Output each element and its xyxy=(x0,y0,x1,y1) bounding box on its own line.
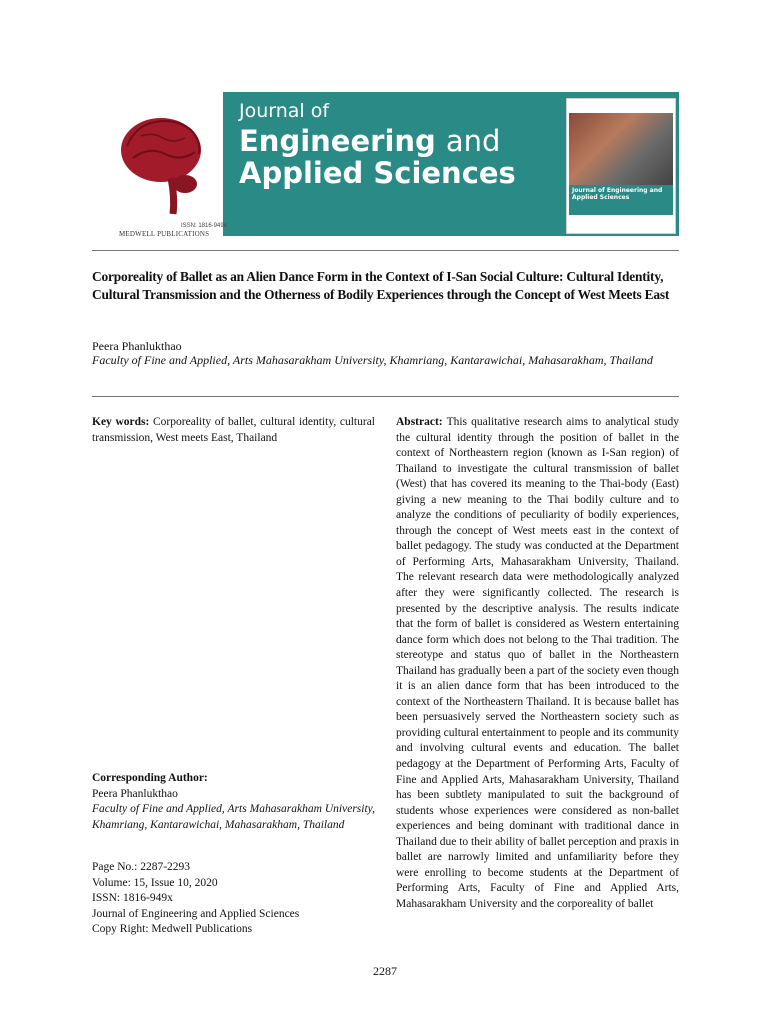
corresponding-author-affiliation: Faculty of Fine and Applied, Arts Mahasarakham University, Khamriang, Kantarawichai, Mahasarakham, Thailand xyxy=(92,803,375,831)
meta-volume: Volume: 15, Issue 10, 2020 xyxy=(92,876,218,889)
journal-title-line1: Journal of xyxy=(239,100,330,122)
corresponding-author-label: Corresponding Author: xyxy=(92,772,208,784)
keywords-block xyxy=(92,415,375,446)
meta-copyright: Copy Right: Medwell Publications xyxy=(92,923,253,936)
article-title: Corporeality of Ballet as an Alien Dance Form in the Context of I-San Social Culture: Cultural Identity, Cultural Transmission and the Otherness of Bodily Experiences through the Concept of West Meets East xyxy=(92,269,670,302)
journal-title-line3: Applied Sciences xyxy=(239,156,516,190)
keywords-label: Key words: xyxy=(92,416,150,428)
brain-logo-icon xyxy=(115,106,211,216)
cover-title: Journal of Engineering and Applied Sciences xyxy=(569,185,673,215)
header-divider xyxy=(92,396,679,397)
meta-pages: Page No.: 2287-2293 xyxy=(92,861,191,873)
corresponding-author-name: Peera Phanlukthao xyxy=(92,787,178,800)
journal-title-engineering: Engineering xyxy=(239,124,436,158)
page-number: 2287 xyxy=(373,964,397,978)
publisher-name: MEDWELL PUBLICATIONS xyxy=(119,230,210,238)
abstract-block xyxy=(396,415,679,913)
abstract-label: Abstract: xyxy=(396,416,443,428)
journal-cover-thumbnail xyxy=(566,98,676,234)
abstract-text: This qualitative research aims to analytical study the cultural identity through the position of ballet in the context of Northeastern region (known as I-San region) of Thailand to investigate the cultural transmission of ballet (West) that has covered its meaning to the Thai-body (East) giving a new meaning to the Thai bodily culture and to analyze the conditions of peculiarity of bodily experiences, through the concept of West meets east in the context of ballet pedagogy. The study was conducted at the Department of Performing Arts, Mahasarakham University, Thailand. The relevant research data were methodologically analyzed after they were significantly collected. The research is presented by the descriptive analysis. The results indicate that the form of ballet is considered as Western entertaining dance form which does not belong to the Thai tradition. The stereotype and status quo of ballet in the Northeastern Thailand has gradually been a part of the society even though it is an alien dance form that has been introduced to the context of the Northeastern Thailand. It is because ballet has been persuasively served the Northeastern society such as providing cultural entertainment to people and its community and involving cultural events and education. The ballet pedagogy at the Department of Performing Arts, Faculty of Fine and Applied Arts, Mahasarakham University, Thailand has been subtlety manipulated to suit the background of students whose experiences were considered as non-ballet experiences and being dominant with traditional dance in Thailand due to their ability of ballet perception and praxis in ballet are narrowly limited and unfamiliarity before they were enrolling to become students at the Department of Performing Arts, Faculty of Fine and Applied Arts, Mahasarakham University and the corporeality of ballet xyxy=(396,416,679,910)
article-author: Peera Phanlukthao xyxy=(92,339,182,353)
journal-banner xyxy=(101,92,679,236)
corresponding-author-block xyxy=(92,771,375,833)
journal-title-line2 xyxy=(239,124,500,158)
meta-issn: ISSN: 1816-949x xyxy=(92,892,173,905)
publication-meta xyxy=(92,860,375,938)
meta-journal: Journal of Engineering and Applied Sciences xyxy=(92,907,300,920)
article-affiliation: Faculty of Fine and Applied, Arts Mahasarakham University, Khamriang, Kantarawichai, Mahasarakham, Thailand xyxy=(92,353,653,367)
top-divider xyxy=(92,250,679,251)
journal-title-and: and xyxy=(445,124,501,158)
banner-issn: ISSN: 1816-949x xyxy=(181,223,227,229)
keywords-text: Corporeality of ballet, cultural identity, cultural transmission, West meets East, Thailand xyxy=(92,416,375,444)
